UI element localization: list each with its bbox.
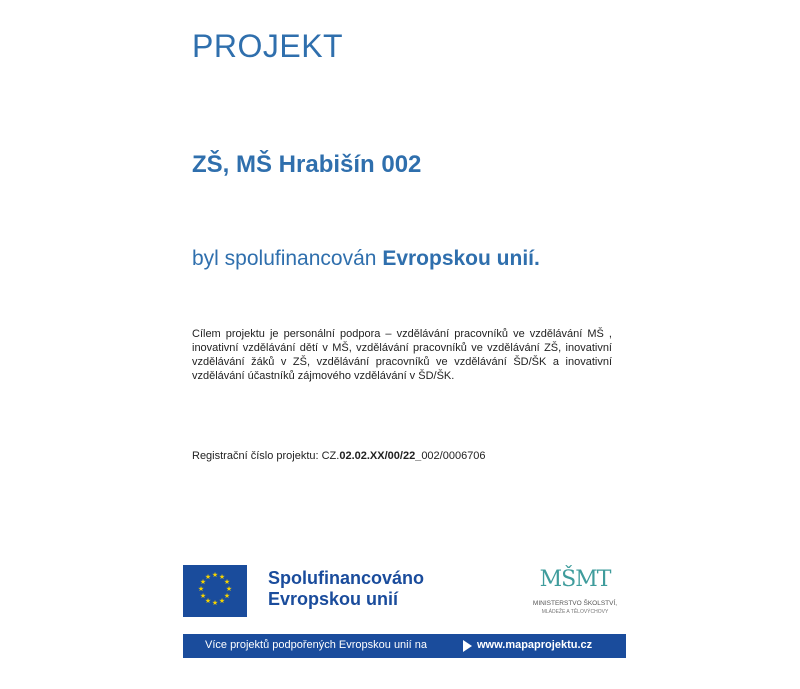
banner-url-link[interactable]: www.mapaprojektu.cz [477,639,593,651]
msmt-line2: MLÁDEŽE A TĚLOVÝCHOVY [541,609,609,615]
eu-stars-icon [183,565,247,617]
svg-text:★: ★ [199,578,207,586]
svg-text:★: ★ [204,597,212,605]
arrow-right-icon [463,640,472,652]
registration-label: Registrační číslo projektu: CZ. [192,450,340,462]
eu-logo-line1: Spolufinancováno [268,568,425,588]
project-name: ZŠ, MŠ Hrabišín 002 [192,151,422,178]
msmt-line1: MINISTERSTVO ŠKOLSTVÍ, [532,600,618,607]
svg-text:★: ★ [223,578,231,586]
registration-code: 02.02.XX/00/22_ [339,450,422,462]
eu-logo-line2: Evropskou unií [268,589,399,609]
registration-suffix: 002/0006706 [421,450,486,462]
funding-prefix: byl spolufinancován [192,247,377,270]
project-goal-text: Cílem projektu je personální podpora – vzdělávání pracovníků ve vzdělávání MŠ , inovativní vzdělávání dětí v MŠ, vzdělávání pracovníků ve vzdělávání ZŠ, inovativní vzdělávání žáků v ZŠ, vzdělávání pracovníků ve vzdělávání ŠD/ŠK a inovativní vzdělávání účastníků zájmového vzdělávání v ŠD/ŠK. [192,328,612,382]
svg-text:★: ★ [223,592,231,600]
page-title: PROJEKT [192,28,344,64]
svg-text:★: ★ [218,573,226,581]
msmt-logo-icon [518,560,633,620]
funding-statement [192,247,540,271]
svg-text:★: ★ [211,599,219,607]
svg-text:★: ★ [197,585,205,593]
svg-text:★: ★ [211,571,219,579]
svg-text:★: ★ [225,585,233,593]
svg-text:★: ★ [204,573,212,581]
msmt-logo [518,560,633,620]
svg-text:★: ★ [199,592,207,600]
eu-flag-icon [183,565,247,617]
registration-number [192,450,486,462]
eu-logo-text [268,568,424,610]
funding-source: Evropskou unií. [382,247,540,270]
banner-text: Více projektů podpořených Evropskou unií na [205,639,427,651]
msmt-letters: MŠMT [539,567,611,592]
mapa-projektu-banner[interactable] [183,634,626,658]
svg-text:★: ★ [218,597,226,605]
